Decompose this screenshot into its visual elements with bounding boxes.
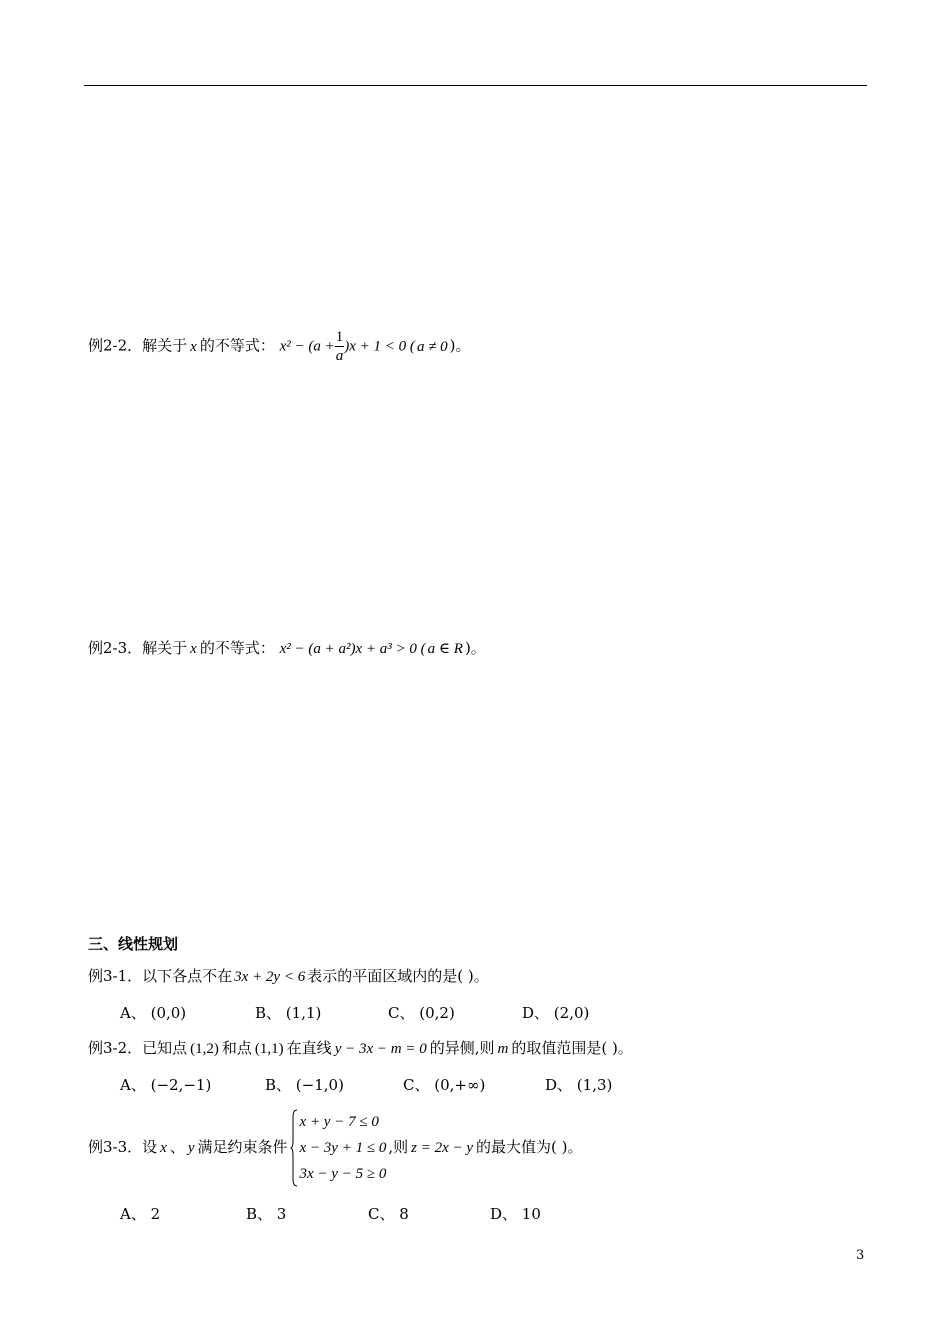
inequality: 3x + 2y < 6 (234, 969, 306, 985)
example-3-1-text-b: 表示的平面区域内的是( )。 (307, 967, 489, 985)
option-a: A、 (0,0) (120, 1004, 187, 1022)
option-c: C、 8 (368, 1205, 409, 1223)
example-2-2-label: 例2-2．解关于 (88, 336, 188, 355)
example-3-3-text-b: 满足约束条件 (197, 1138, 288, 1156)
inequality-part-b: )x + 1 < 0 ( (344, 338, 415, 355)
example-2-2-tail: 的不等式： (199, 336, 275, 355)
left-brace-icon (290, 1109, 298, 1187)
option-c: C、 (0,2) (388, 1004, 455, 1022)
condition: a ≠ 0 (416, 338, 448, 355)
objective-function: z = 2x − y (411, 1140, 474, 1156)
fraction-one-over-a (335, 328, 345, 365)
option-c: C、 (0,+∞) (403, 1076, 486, 1094)
example-3-3-text-a: 例3-3．设 (88, 1138, 158, 1156)
header-rule (84, 85, 867, 86)
constraint-2: x − 3y + 1 ≤ 0 (299, 1140, 387, 1156)
option-b: B、 (−1,0) (265, 1076, 344, 1094)
page-number: 3 (856, 1248, 865, 1263)
fraction-denominator: a (335, 348, 344, 364)
example-2-2-end: )。 (449, 336, 471, 355)
fraction-numerator: 1 (335, 329, 344, 345)
option-b: B、 (1,1) (255, 1004, 322, 1022)
option-d: D、 (2,0) (522, 1004, 590, 1022)
option-a: A、 2 (120, 1205, 161, 1223)
condition: a ∈ R (427, 641, 463, 657)
option-d: D、 (1,3) (545, 1076, 613, 1094)
option-d: D、 10 (490, 1205, 541, 1223)
example-3-2-text-e: 的取值范围是( )。 (511, 1039, 633, 1057)
example-3-2-text-c: 在直线 (286, 1039, 332, 1057)
example-2-2 (88, 328, 471, 365)
point-1: (1,2) (190, 1041, 219, 1057)
example-3-1-text-a: 例3-1．以下各点不在 (88, 967, 233, 985)
example-2-3-tail: 的不等式： (199, 639, 275, 657)
example-2-3-end: )。 (464, 639, 486, 657)
example-3-2-text-b: 和点 (221, 1039, 252, 1057)
separator: 、 (169, 1138, 185, 1156)
example-2-3 (88, 638, 486, 659)
section-title: 三、线性规划 (88, 935, 179, 953)
line-equation: y − 3x − m = 0 (334, 1041, 427, 1057)
inequality-part-a: x² − (a + (279, 338, 335, 355)
constraint-1: x + y − 7 ≤ 0 (299, 1114, 379, 1130)
variable-x: x (160, 1140, 167, 1156)
example-3-3-text-c: ,则 (388, 1138, 409, 1156)
variable-y: y (187, 1140, 195, 1156)
inequality: x² − (a + a²)x + a³ > 0 ( (279, 641, 426, 657)
example-2-3-label: 例2-3．解关于 (88, 639, 188, 657)
constraint-3: 3x − y − 5 ≥ 0 (299, 1166, 387, 1182)
variable-m: m (497, 1041, 509, 1057)
option-a: A、 (−2,−1) (120, 1076, 212, 1094)
example-3-2-text-d: 的异侧,则 (429, 1039, 495, 1057)
option-b: B、 3 (246, 1205, 287, 1223)
example-3-3-text-d: 的最大值为( )。 (476, 1138, 583, 1156)
variable-x: x (190, 641, 197, 657)
example-3-2 (88, 1038, 633, 1059)
example-3-3 (88, 1108, 583, 1187)
example-3-2-text-a: 例3-2．已知点 (88, 1039, 188, 1057)
example-3-1 (88, 966, 489, 987)
point-2: (1,1) (254, 1041, 284, 1057)
constraint-system (290, 1109, 387, 1187)
variable-x: x (190, 338, 197, 355)
